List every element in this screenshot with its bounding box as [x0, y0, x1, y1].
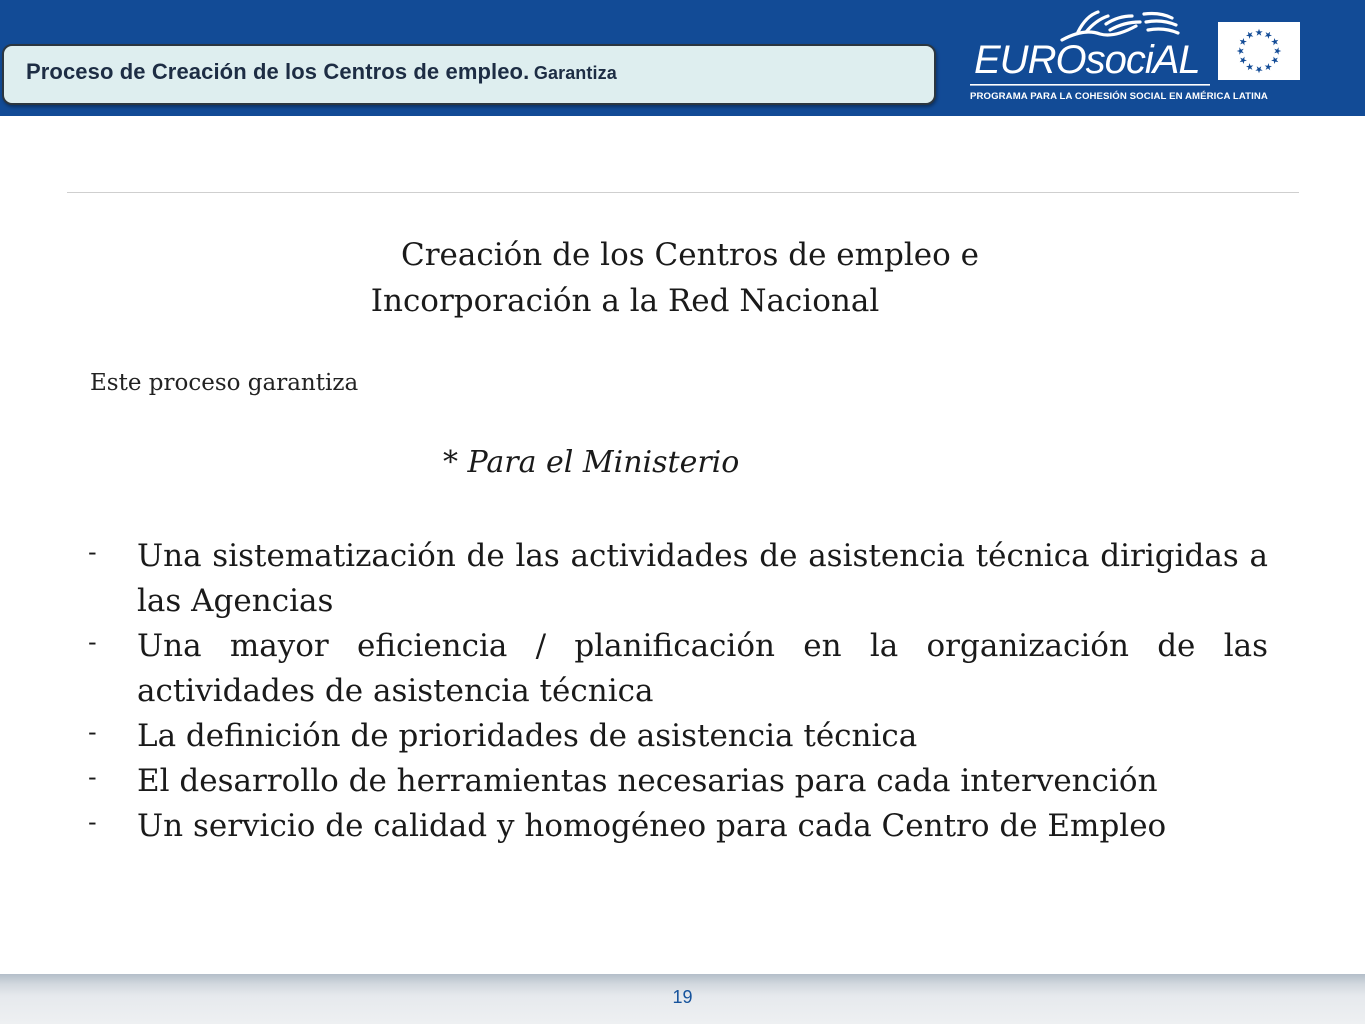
bullet-marker: - — [88, 763, 97, 791]
logo-soci: soci — [1085, 38, 1153, 82]
slide-title — [26, 59, 617, 85]
list-item — [88, 804, 1268, 849]
eu-flag-icon — [1218, 22, 1300, 80]
bullet-list — [88, 534, 1268, 849]
logo-euro: EURO — [974, 38, 1086, 82]
list-item-text: Una mayor eficiencia / planificación en la organización de las actividades de asistencia técnica — [137, 628, 1268, 709]
heading-line-1: Creación de los Centros de empleo e — [401, 237, 979, 273]
list-item — [88, 714, 1268, 759]
bullet-marker: - — [88, 808, 97, 836]
list-item-text: Un servicio de calidad y homogéneo para cada Centro de Empleo — [137, 808, 1167, 844]
logo-wordmark — [974, 40, 1200, 80]
logo-al: AL — [1152, 38, 1200, 82]
list-item-text: La definición de prioridades de asistencia técnica — [137, 718, 918, 754]
list-item-text: El desarrollo de herramientas necesarias para cada intervención — [137, 763, 1158, 799]
divider-line — [67, 192, 1299, 193]
logo-tagline: PROGRAMA PARA LA COHESIÓN SOCIAL EN AMÉRICA LATINA — [970, 91, 1268, 102]
list-item-text: Una sistematización de las actividades de asistencia técnica dirigidas a las Agencias — [137, 538, 1268, 619]
list-item — [88, 759, 1268, 804]
intro-text: Este proceso garantiza — [90, 370, 359, 396]
bullet-marker: - — [88, 538, 97, 566]
logo-underline — [970, 84, 1210, 88]
main-heading — [300, 232, 1080, 324]
slide-title-box — [2, 44, 936, 105]
page-number: 19 — [672, 987, 693, 1007]
bullet-marker: - — [88, 628, 97, 656]
eurosocial-logo — [956, 4, 1365, 112]
subheading: * Para el Ministerio — [443, 445, 740, 480]
slide-title-main: Proceso de Creación de los Centros de empleo. — [26, 59, 530, 84]
list-item — [88, 624, 1268, 714]
bullet-marker: - — [88, 718, 97, 746]
slide-title-small: Garantiza — [533, 63, 617, 83]
heading-line-2: Incorporación a la Red Nacional — [370, 283, 880, 319]
list-item — [88, 534, 1268, 624]
